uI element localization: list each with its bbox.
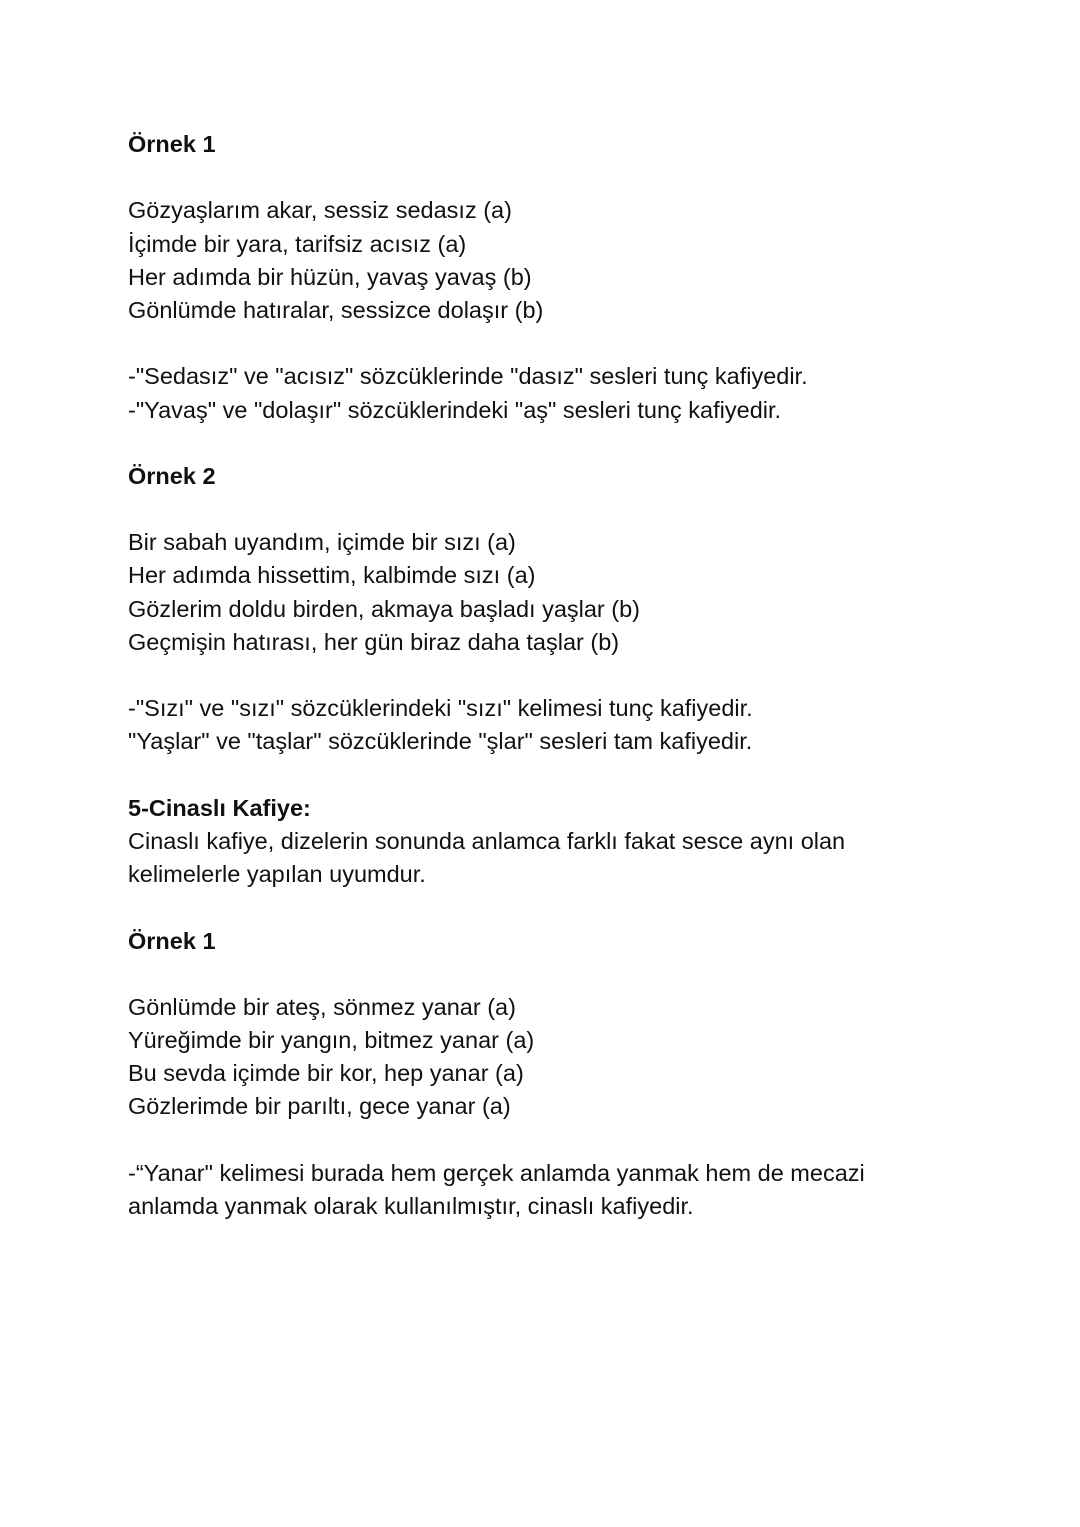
section-5-definition bbox=[128, 825, 948, 891]
spacer bbox=[128, 1124, 948, 1157]
example-1-poem bbox=[128, 194, 948, 327]
note-line: -"Sedasız" ve "acısız" sözcüklerinde "dasız" sesleri tunç kafiyedir. bbox=[128, 363, 808, 390]
poem-line: Her adımda bir hüzün, yavaş yavaş (b) bbox=[128, 263, 532, 290]
poem-line: Gözlerim doldu birden, akmaya başladı yaşlar (b) bbox=[128, 595, 641, 622]
definition-line: Cinaslı kafiye, dizelerin sonunda anlamca farklı fakat sesce aynı olan bbox=[128, 827, 846, 854]
poem-line: Gönlümde hatıralar, sessizce dolaşır (b) bbox=[128, 296, 544, 323]
spacer bbox=[128, 493, 948, 526]
poem-line: Yüreğimde bir yangın, bitmez yanar (a) bbox=[128, 1027, 535, 1054]
note-line: -“Yanar" kelimesi burada hem gerçek anlamda yanmak hem de mecazi bbox=[128, 1159, 865, 1186]
example-1b-title: Örnek 1 bbox=[128, 927, 216, 954]
poem-line: Geçmişin hatırası, her gün biraz daha taşlar (b) bbox=[128, 628, 620, 655]
definition-line: kelimelerle yapılan uyumdur. bbox=[128, 861, 426, 888]
spacer bbox=[128, 891, 948, 924]
example-1b-poem bbox=[128, 991, 948, 1124]
note-line: -"Sızı" ve "sızı" sözcüklerindeki "sızı" kelimesi tunç kafiyedir. bbox=[128, 695, 753, 722]
note-line: anlamda yanmak olarak kullanılmıştır, cinaslı kafiyedir. bbox=[128, 1193, 694, 1219]
example-2-poem bbox=[128, 526, 948, 659]
poem-line: Her adımda hissettim, kalbimde sızı (a) bbox=[128, 562, 536, 589]
poem-line: Gönlümde bir ateş, sönmez yanar (a) bbox=[128, 993, 516, 1020]
example-1-notes bbox=[128, 360, 948, 426]
example-2-notes bbox=[128, 692, 948, 758]
poem-line: İçimde bir yara, tarifsiz acısız (a) bbox=[128, 230, 467, 257]
example-1b-note bbox=[128, 1157, 948, 1223]
spacer bbox=[128, 427, 948, 460]
note-line: "Yaşlar" ve "taşlar" sözcüklerinde "şlar" sesleri tam kafiyedir. bbox=[128, 728, 753, 755]
poem-line: Bu sevda içimde bir kor, hep yanar (a) bbox=[128, 1060, 524, 1087]
poem-line: Bir sabah uyandım, içimde bir sızı (a) bbox=[128, 529, 516, 556]
spacer bbox=[128, 759, 948, 792]
spacer bbox=[128, 958, 948, 991]
poem-line: Gözyaşlarım akar, sessiz sedasız (a) bbox=[128, 197, 512, 224]
poem-line: Gözlerimde bir parıltı, gece yanar (a) bbox=[128, 1093, 511, 1120]
spacer bbox=[128, 327, 948, 360]
section-5-heading: 5-Cinaslı Kafiye: bbox=[128, 794, 311, 821]
spacer bbox=[128, 161, 948, 194]
spacer bbox=[128, 659, 948, 692]
example-1-title: Örnek 1 bbox=[128, 131, 216, 157]
document-page bbox=[128, 128, 948, 1223]
note-line: -"Yavaş" ve "dolaşır" sözcüklerindeki "aş" sesleri tunç kafiyedir. bbox=[128, 396, 782, 423]
example-2-title: Örnek 2 bbox=[128, 462, 216, 489]
